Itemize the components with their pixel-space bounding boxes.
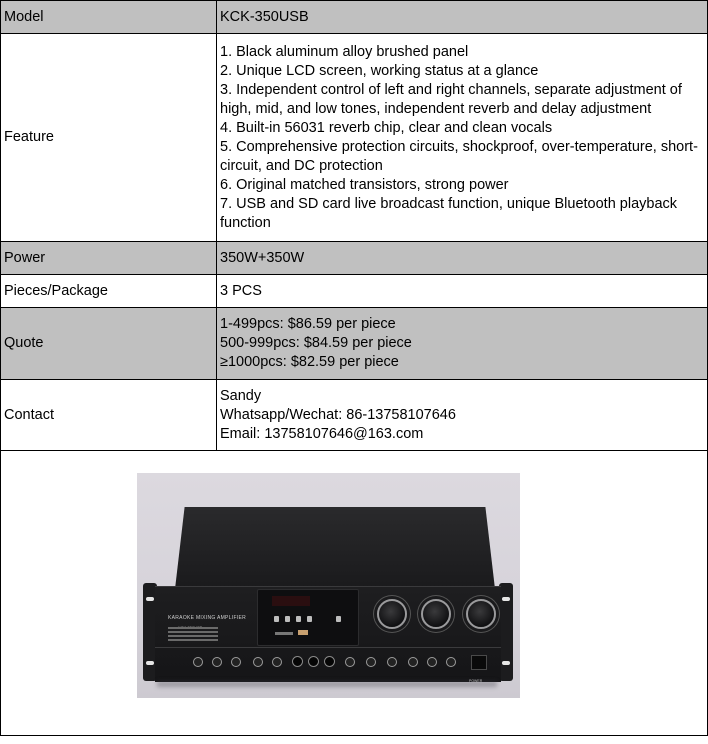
row-feature bbox=[1, 34, 708, 242]
feature-item: 1. Black aluminum alloy brushed panel bbox=[220, 43, 469, 60]
quote-tier: 500-999pcs: $84.59 per piece bbox=[220, 335, 412, 351]
feature-item: 5. Comprehensive protection circuits, shockproof, over-temperature, short-circuit, and DC protection bbox=[220, 138, 698, 174]
power-switch-icon bbox=[471, 655, 487, 670]
feature-item: 6. Original matched transistors, strong power bbox=[220, 176, 509, 193]
contact-whatsapp: Whatsapp/Wechat: 86-13758107646 bbox=[220, 406, 456, 423]
quote-tier: ≥1000pcs: $82.59 per piece bbox=[220, 354, 399, 370]
feature-item: 2. Unique LCD screen, working status at a glance bbox=[220, 62, 539, 79]
row-contact bbox=[1, 380, 708, 451]
row-power bbox=[1, 242, 708, 275]
feature-item: 7. USB and SD card live broadcast function, unique Bluetooth playback function bbox=[220, 195, 678, 231]
value-power: 350W+350W bbox=[217, 242, 708, 275]
panel-title: KARAOKE MIXING AMPLIFIER bbox=[168, 615, 247, 621]
value-model: KCK-350USB bbox=[217, 1, 708, 34]
image-cell bbox=[1, 451, 708, 736]
row-quote bbox=[1, 308, 708, 380]
label-feature: Feature bbox=[1, 34, 217, 242]
value-feature bbox=[217, 34, 708, 242]
label-quote: Quote bbox=[1, 308, 217, 380]
feature-item: 4. Built-in 56031 reverb chip, clear and clean vocals bbox=[220, 119, 553, 136]
front-panel bbox=[155, 586, 501, 682]
power-label: POWER bbox=[469, 679, 483, 683]
mic-master-vol-knob-icon bbox=[421, 599, 451, 629]
label-power: Power bbox=[1, 242, 217, 275]
value-contact bbox=[217, 380, 708, 451]
label-pieces-package: Pieces/Package bbox=[1, 275, 217, 308]
quote-tier: 1-499pcs: $86.59 per piece bbox=[220, 316, 396, 332]
rack-ear-right bbox=[499, 583, 513, 681]
row-image bbox=[1, 451, 708, 736]
label-model: Model bbox=[1, 1, 217, 34]
panel-bullets bbox=[168, 627, 223, 643]
row-pieces-package bbox=[1, 275, 708, 308]
value-quote bbox=[217, 308, 708, 380]
echo-vol-knob-icon bbox=[377, 599, 407, 629]
value-pieces-package: 3 PCS bbox=[217, 275, 708, 308]
mp3-display bbox=[257, 589, 359, 646]
music-vol-knob-icon bbox=[466, 599, 496, 629]
contact-name: Sandy bbox=[220, 387, 262, 404]
label-contact: Contact bbox=[1, 380, 217, 451]
product-photo bbox=[137, 473, 520, 698]
row-model bbox=[1, 1, 708, 34]
feature-item: 3. Independent control of left and right channels, separate adjustment of high, mid, and low tones, independent reverb and delay adjustment bbox=[220, 81, 682, 117]
chassis-top bbox=[175, 507, 495, 589]
contact-email: Email: 13758107646@163.com bbox=[220, 425, 424, 442]
